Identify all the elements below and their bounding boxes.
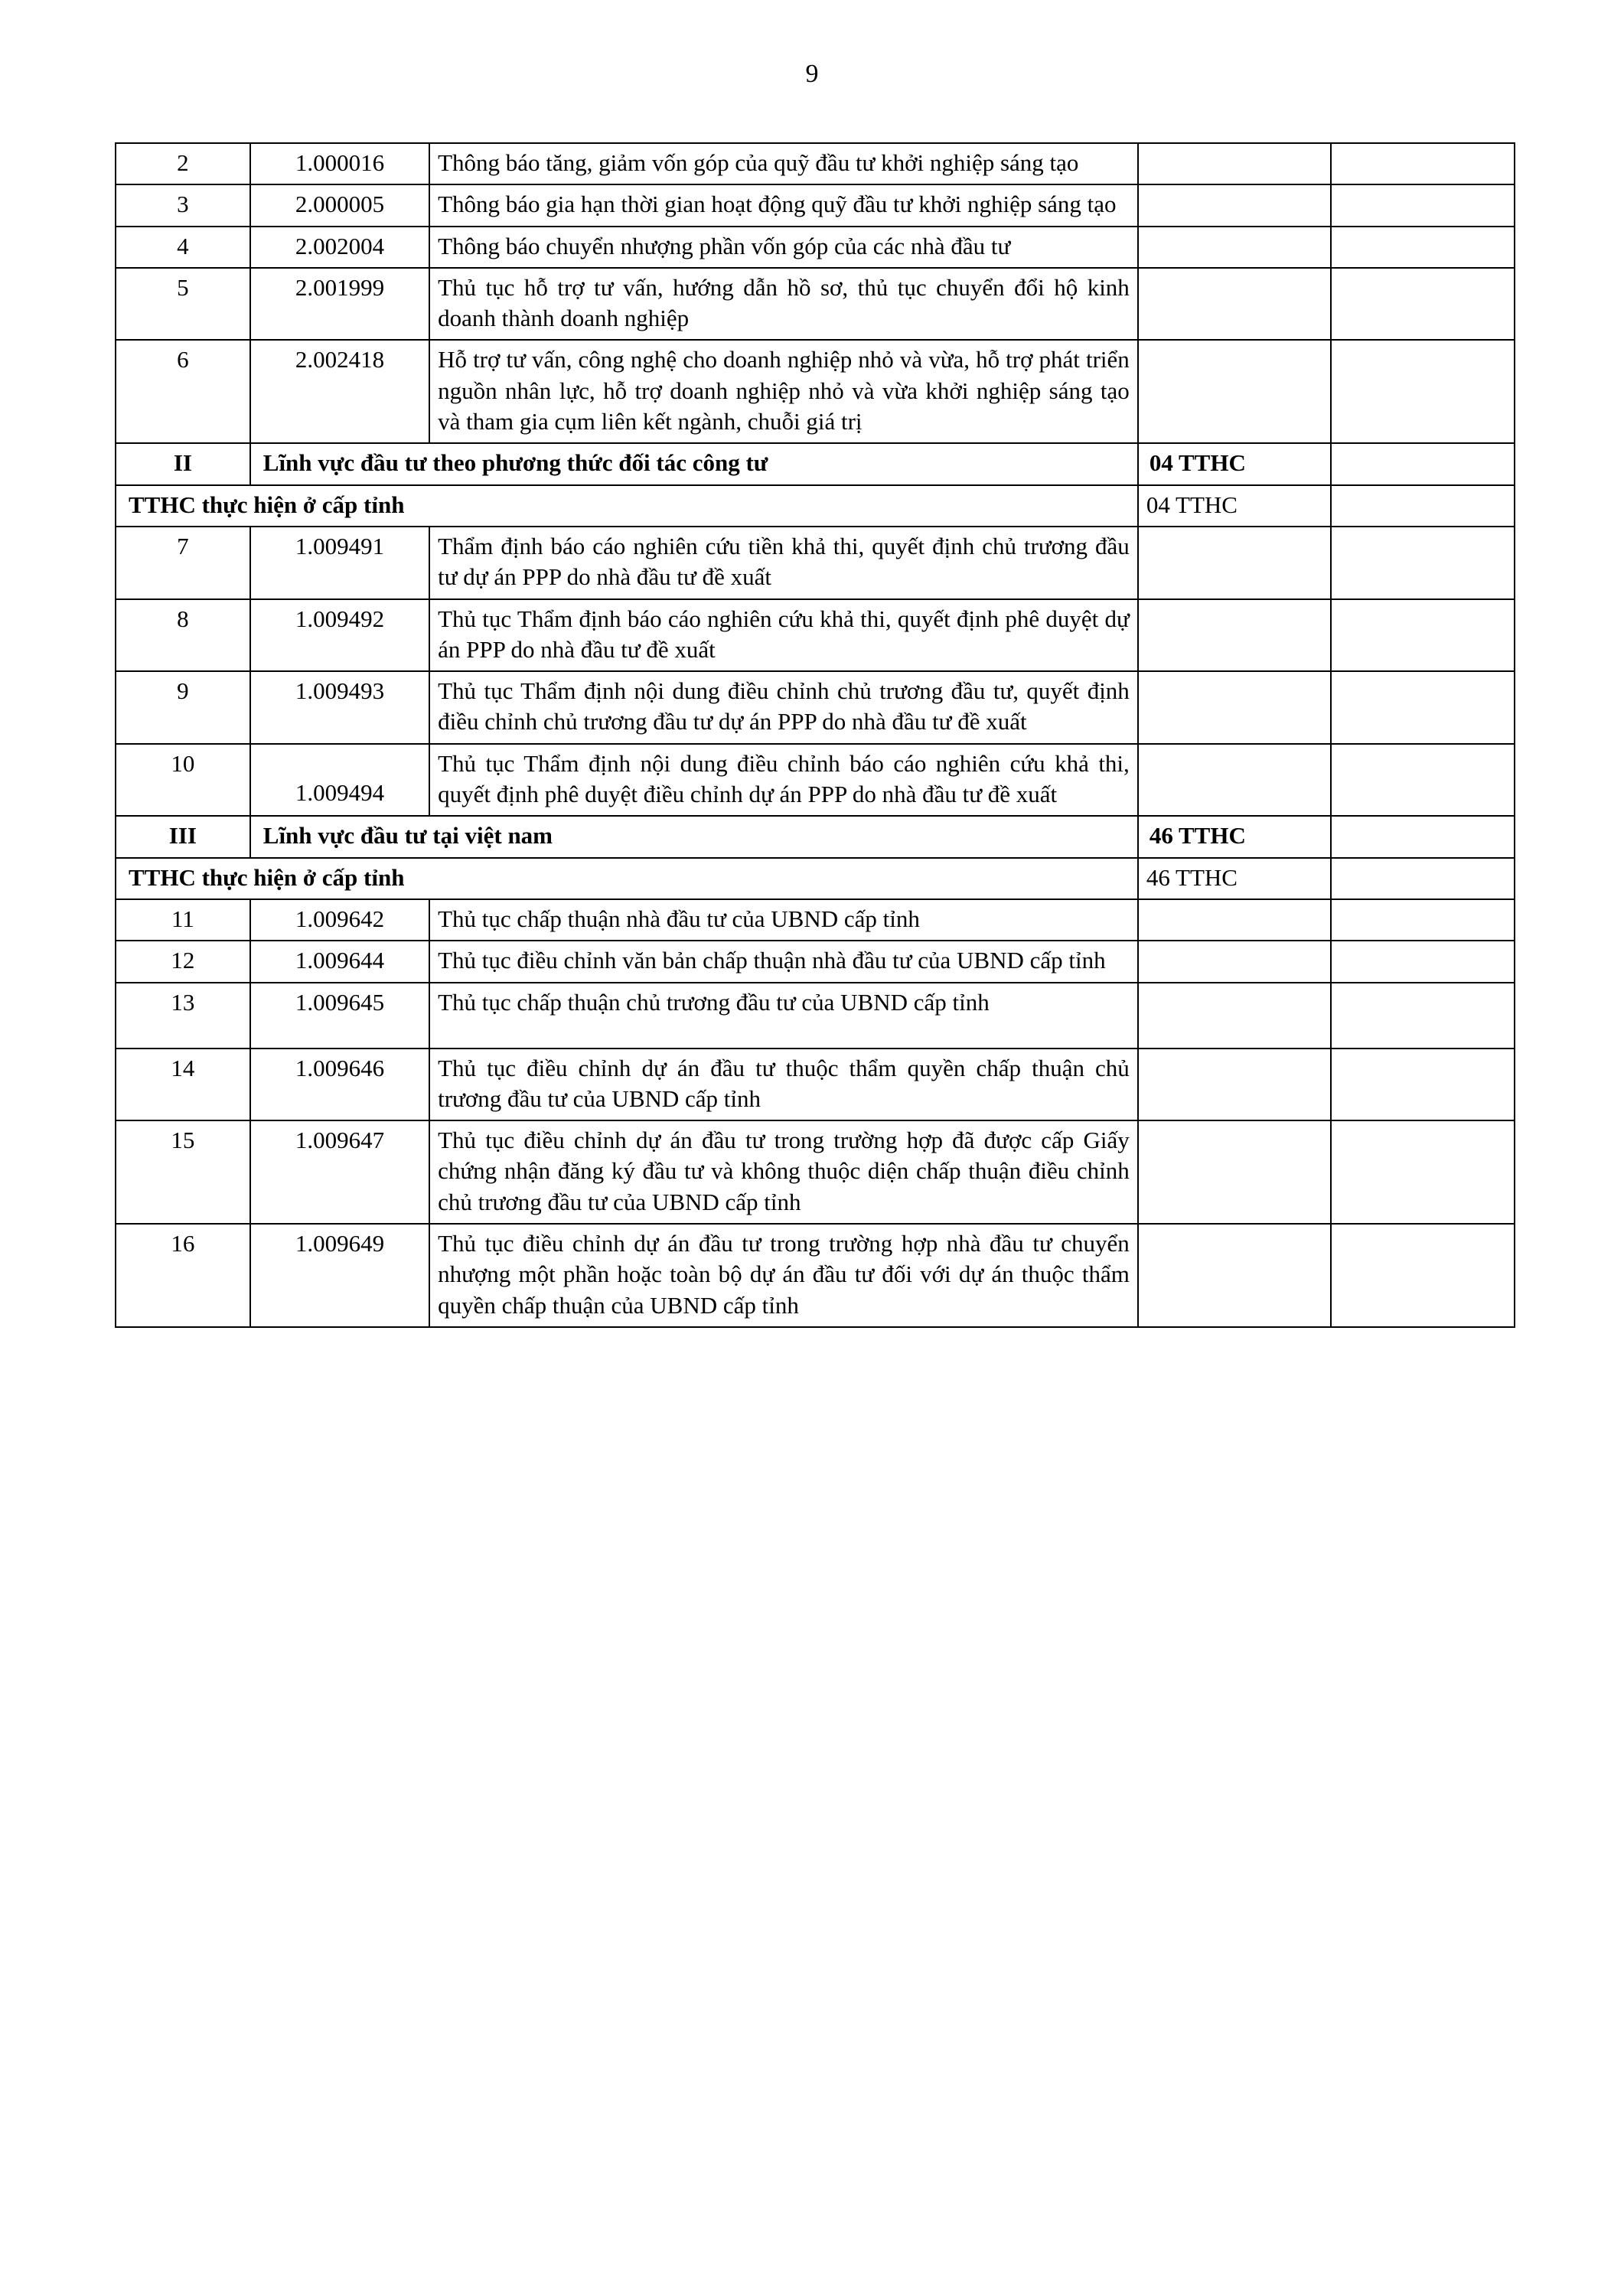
row-name: Thủ tục chấp thuận chủ trương đầu tư của UBND cấp tỉnh <box>429 983 1138 1049</box>
row-number: 11 <box>116 899 250 941</box>
section-note <box>1331 443 1515 484</box>
row-note <box>1331 1224 1515 1327</box>
row-name: Thông báo tăng, giảm vốn góp của quỹ đầu tư khởi nghiệp sáng tạo <box>429 143 1138 184</box>
table-row <box>116 143 1515 184</box>
row-count <box>1138 143 1331 184</box>
row-number: 6 <box>116 340 250 443</box>
row-code: 2.001999 <box>250 268 429 341</box>
row-note <box>1331 899 1515 941</box>
row-note <box>1331 184 1515 226</box>
row-code: 1.009647 <box>250 1120 429 1224</box>
row-count <box>1138 1049 1331 1121</box>
row-code: 1.009649 <box>250 1224 429 1327</box>
row-count <box>1138 744 1331 817</box>
section-count: 04 TTHC <box>1138 443 1331 484</box>
row-name: Thủ tục chấp thuận nhà đầu tư của UBND cấp tỉnh <box>429 899 1138 941</box>
row-number: 5 <box>116 268 250 341</box>
row-code: 2.000005 <box>250 184 429 226</box>
row-number: 16 <box>116 1224 250 1327</box>
row-count <box>1138 1224 1331 1327</box>
sublevel-count: 46 TTHC <box>1138 858 1331 899</box>
row-count <box>1138 983 1331 1049</box>
row-number: 3 <box>116 184 250 226</box>
section-title: Lĩnh vực đầu tư tại việt nam <box>250 816 1138 857</box>
row-name: Thông báo gia hạn thời gian hoạt động quỹ đầu tư khởi nghiệp sáng tạo <box>429 184 1138 226</box>
row-note <box>1331 599 1515 672</box>
row-code: 1.009493 <box>250 671 429 744</box>
row-number: 4 <box>116 227 250 268</box>
row-name: Thủ tục Thẩm định nội dung điều chỉnh báo cáo nghiên cứu khả thi, quyết định phê duyệt điều chỉnh dự án PPP do nhà đầu tư đề xuất <box>429 744 1138 817</box>
row-note <box>1331 227 1515 268</box>
table-row <box>116 1224 1515 1327</box>
row-note <box>1331 941 1515 982</box>
section-row <box>116 816 1515 857</box>
administrative-procedures-table <box>115 142 1515 1328</box>
table-row <box>116 941 1515 982</box>
row-number: 9 <box>116 671 250 744</box>
table-row <box>116 983 1515 1049</box>
table-row <box>116 184 1515 226</box>
row-name: Thủ tục hỗ trợ tư vấn, hướng dẫn hồ sơ, thủ tục chuyển đổi hộ kinh doanh thành doanh nghiệp <box>429 268 1138 341</box>
row-code: 1.009492 <box>250 599 429 672</box>
row-count <box>1138 941 1331 982</box>
row-number: 15 <box>116 1120 250 1224</box>
section-count: 46 TTHC <box>1138 816 1331 857</box>
row-note <box>1331 671 1515 744</box>
row-name: Thẩm định báo cáo nghiên cứu tiền khả thi, quyết định chủ trương đầu tư dự án PPP do nhà đầu tư đề xuất <box>429 527 1138 599</box>
row-number: 14 <box>116 1049 250 1121</box>
table-row <box>116 671 1515 744</box>
sublevel-title: TTHC thực hiện ở cấp tỉnh <box>116 485 1138 527</box>
row-note <box>1331 268 1515 341</box>
section-numeral: II <box>116 443 250 484</box>
table-row <box>116 1049 1515 1121</box>
sublevel-note <box>1331 858 1515 899</box>
row-name: Thủ tục điều chỉnh dự án đầu tư trong trường hợp đã được cấp Giấy chứng nhận đăng ký đầu tư và không thuộc diện chấp thuận điều chỉnh chủ trương đầu tư của UBND cấp tỉnh <box>429 1120 1138 1224</box>
row-note <box>1331 340 1515 443</box>
row-count <box>1138 599 1331 672</box>
table-row <box>116 744 1515 817</box>
row-number: 12 <box>116 941 250 982</box>
sublevel-note <box>1331 485 1515 527</box>
row-name: Hỗ trợ tư vấn, công nghệ cho doanh nghiệp nhỏ và vừa, hỗ trợ phát triển nguồn nhân lực, hỗ trợ doanh nghiệp nhỏ và vừa khởi nghiệp sáng tạo và tham gia cụm liên kết ngành, chuỗi giá trị <box>429 340 1138 443</box>
row-code: 2.002004 <box>250 227 429 268</box>
sublevel-title: TTHC thực hiện ở cấp tỉnh <box>116 858 1138 899</box>
row-name: Thông báo chuyển nhượng phần vốn góp của các nhà đầu tư <box>429 227 1138 268</box>
row-count <box>1138 527 1331 599</box>
row-number: 13 <box>116 983 250 1049</box>
row-code: 1.009491 <box>250 527 429 599</box>
table-row <box>116 527 1515 599</box>
table-row <box>116 268 1515 341</box>
row-code: 2.002418 <box>250 340 429 443</box>
row-number: 8 <box>116 599 250 672</box>
page-number: 9 <box>805 60 819 88</box>
row-note <box>1331 1049 1515 1121</box>
row-note <box>1331 1120 1515 1224</box>
table-body <box>116 143 1515 1327</box>
row-code: 1.009645 <box>250 983 429 1049</box>
row-count <box>1138 227 1331 268</box>
row-count <box>1138 899 1331 941</box>
row-note <box>1331 527 1515 599</box>
row-code: 1.009642 <box>250 899 429 941</box>
row-count <box>1138 184 1331 226</box>
row-code: 1.009646 <box>250 1049 429 1121</box>
row-number: 10 <box>116 744 250 817</box>
row-code: 1.009644 <box>250 941 429 982</box>
table-row <box>116 340 1515 443</box>
sublevel-row <box>116 485 1515 527</box>
table-row <box>116 899 1515 941</box>
row-name: Thủ tục Thẩm định báo cáo nghiên cứu khả thi, quyết định phê duyệt dự án PPP do nhà đầu tư đề xuất <box>429 599 1138 672</box>
row-count <box>1138 340 1331 443</box>
row-code: 1.000016 <box>250 143 429 184</box>
row-code: 1.009494 <box>250 744 429 817</box>
row-number: 7 <box>116 527 250 599</box>
row-name: Thủ tục Thẩm định nội dung điều chỉnh chủ trương đầu tư, quyết định điều chỉnh chủ trương đầu tư dự án PPP do nhà đầu tư đề xuất <box>429 671 1138 744</box>
row-name: Thủ tục điều chỉnh dự án đầu tư trong trường hợp nhà đầu tư chuyển nhượng một phần hoặc toàn bộ dự án đầu tư đối với dự án thuộc thẩm quyền chấp thuận của UBND cấp tỉnh <box>429 1224 1138 1327</box>
row-note <box>1331 143 1515 184</box>
row-count <box>1138 671 1331 744</box>
section-title: Lĩnh vực đầu tư theo phương thức đối tác công tư <box>250 443 1138 484</box>
row-note <box>1331 744 1515 817</box>
sublevel-row <box>116 858 1515 899</box>
table-row <box>116 1120 1515 1224</box>
row-name: Thủ tục điều chỉnh văn bản chấp thuận nhà đầu tư của UBND cấp tỉnh <box>429 941 1138 982</box>
sublevel-count: 04 TTHC <box>1138 485 1331 527</box>
row-count <box>1138 1120 1331 1224</box>
section-numeral: III <box>116 816 250 857</box>
row-number: 2 <box>116 143 250 184</box>
section-note <box>1331 816 1515 857</box>
section-row <box>116 443 1515 484</box>
table-row <box>116 599 1515 672</box>
row-name: Thủ tục điều chỉnh dự án đầu tư thuộc thẩm quyền chấp thuận chủ trương đầu tư của UBND cấp tỉnh <box>429 1049 1138 1121</box>
table-row <box>116 227 1515 268</box>
row-note <box>1331 983 1515 1049</box>
row-count <box>1138 268 1331 341</box>
